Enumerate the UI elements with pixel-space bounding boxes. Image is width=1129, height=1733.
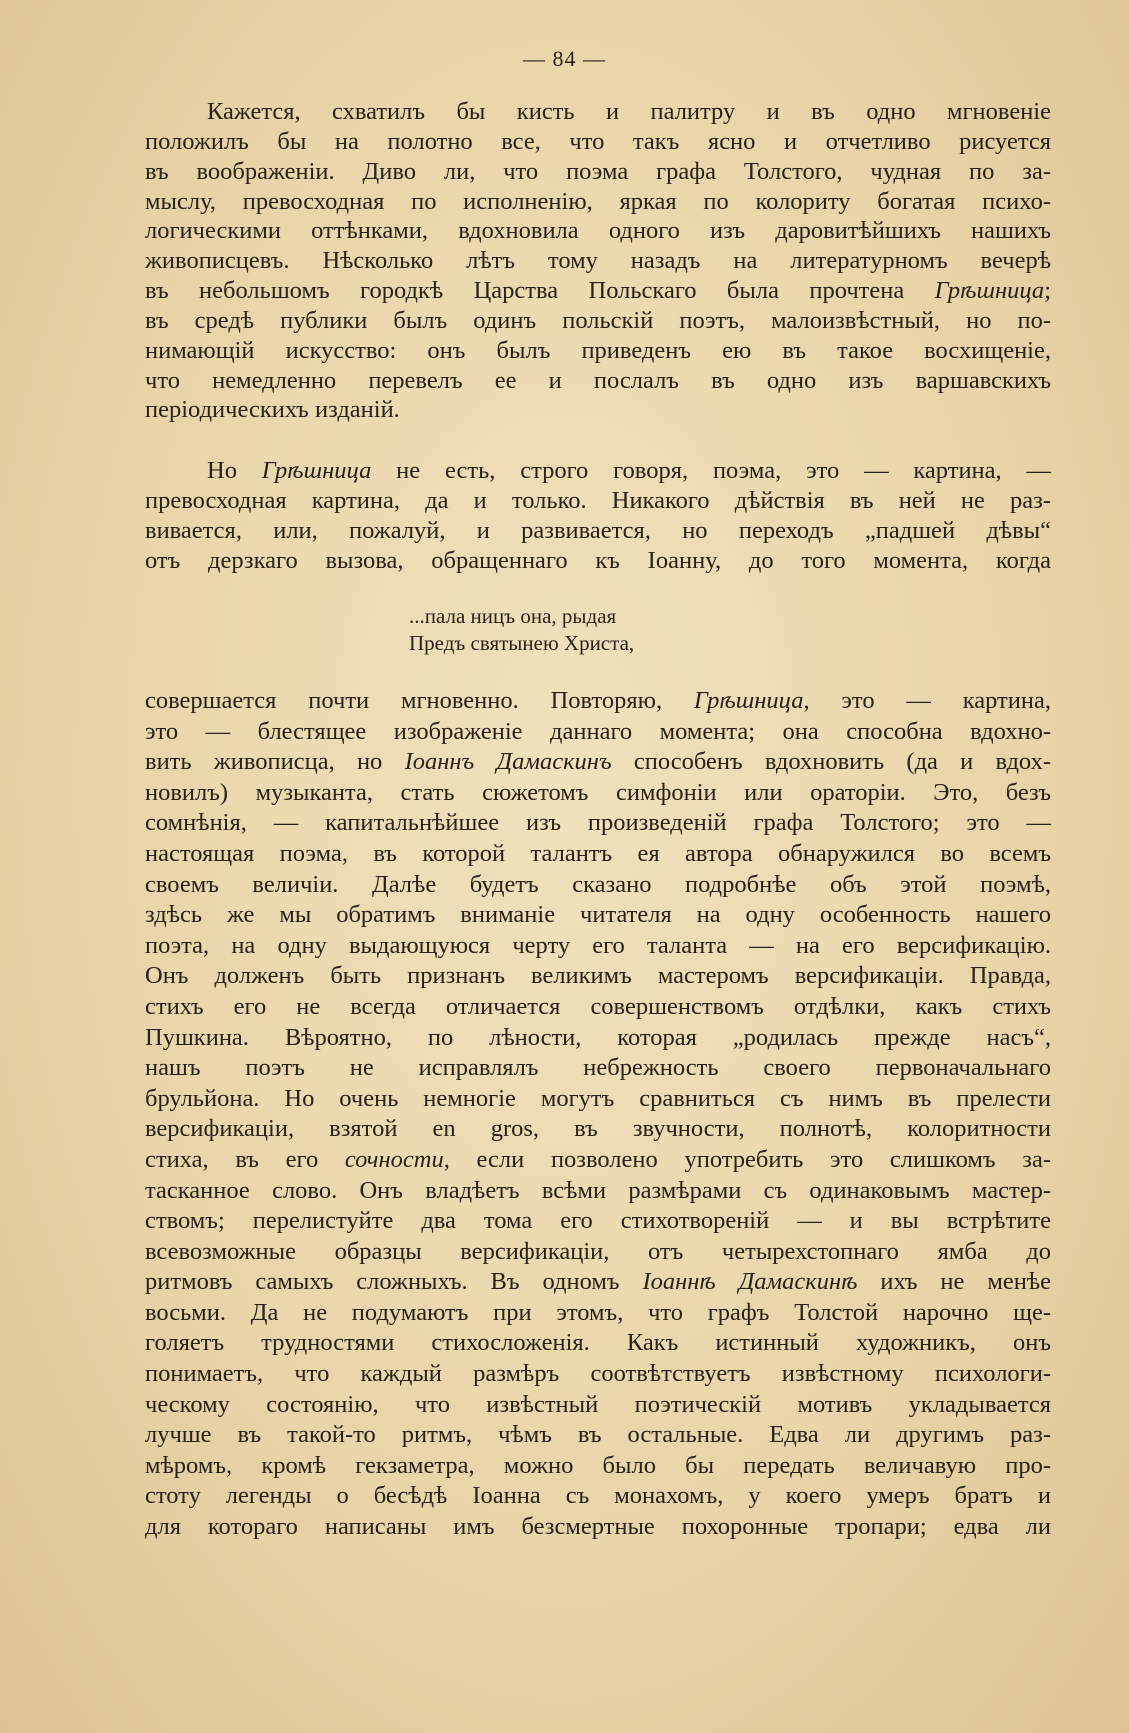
italic-title: Грѣшница [693,687,804,714]
text-line: Пушкина. Вѣроятно, по лѣности, которая „родилась прежде насъ“, [145,1023,1051,1051]
text-segment: ритмовъ самыхъ сложныхъ. Въ одномъ [145,1268,643,1296]
text-line: отъ дерзкаго вызова, обращеннаго къ Іоанну, до того момента, когда [145,546,1051,574]
text-segment: не есть, строго говоря, поэма, это — картина, — [371,457,1052,484]
text-line: нимающій искусство: онъ былъ приведенъ ею въ такое восхищеніе, [145,336,1051,364]
text-line: ствомъ; перелистуйте два тома его стихотвореній — и вы встрѣтите [145,1207,1051,1235]
text-line: Онъ долженъ быть признанъ великимъ мастеромъ версификаціи. Правда, [145,962,1051,990]
text-line: брульйона. Но очень немногіе могутъ сравниться съ нимъ въ прелести [145,1084,1051,1112]
text-line: восьми. Да не подумаютъ при этомъ, что графъ Толстой нарочно ще- [145,1298,1051,1326]
text-line: періодическихъ изданій. [145,396,400,424]
text-segment: совершается почти мгновенно. Повторяю, [145,687,694,714]
text-line: новилъ) музыканта, стать сюжетомъ симфоніи или ораторіи. Это, безъ [145,778,1051,806]
text-segment: ихъ не менѣе [857,1268,1051,1296]
verse-quote [409,603,634,657]
text-line: логическими оттѣнками, вдохновила одного изъ даровитѣйшихъ нашихъ [145,217,1051,245]
text-line: стоту легенды о бесѣдѣ Іоанна съ монахомъ, у коего умеръ братъ и [145,1482,1051,1510]
text-line: положилъ бы на полотно все, что такъ ясно и отчетливо рисуется [145,127,1051,155]
text-segment: стиха, въ его [145,1145,345,1173]
text-line [145,1267,1051,1298]
verse-line: Предъ святынею Христа, [409,631,635,655]
text-line [145,747,1051,778]
italic-title: Грѣшница [261,457,372,484]
text-line: стихъ его не всегда отличается совершенствомъ отдѣлки, какъ стихъ [145,992,1051,1020]
text-line: въ воображеніи. Диво ли, что поэма графа Толстого, чудная по за- [145,157,1051,185]
text-line: мѣромъ, кромѣ гекзаметра, можно было бы передать величавую про- [145,1451,1051,1479]
text-line: вивается, или, пожалуй, и развивается, но переходъ „падшей дѣвы“ [145,516,1051,544]
text-line: мыслу, превосходная по исполненію, яркая по колориту богатая психо- [145,187,1051,215]
text-line: настоящая поэма, въ которой талантъ ея автора обнаружился во всемъ [145,839,1051,867]
paragraph-1 [145,97,1051,425]
paragraph-2 [145,456,1051,575]
text-segment: Но [207,457,262,484]
text-line: живописцевъ. Нѣсколько лѣтъ тому назадъ на литературномъ вечерѣ [145,247,1051,275]
text-line: здѣсь же мы обратимъ вниманіе читателя на одну особенность нашего [145,901,1051,929]
text-line: понимаетъ, что каждый размѣръ соотвѣтствуетъ извѣстному психологи- [145,1360,1051,1388]
italic-title: сочности [344,1145,444,1173]
text-segment: , это — картина, [803,687,1051,714]
text-line [145,686,1051,717]
italic-title: Іоаннѣ Дамаскинѣ [642,1268,858,1296]
text-line: всевозможные образцы версификаціи, отъ четырехстопнаго ямба до [145,1237,1051,1265]
text-line [145,1145,1051,1176]
text-line: превосходная картина, да и только. Никакого дѣйствія въ ней не раз- [145,486,1051,514]
text-line: нашъ поэтъ не исправлялъ небрежность своего первоначальнаго [145,1054,1051,1082]
text-line: Кажется, схватилъ бы кисть и палитру и въ одно мгновеніе [207,98,1051,125]
text-line: тасканное слово. Онъ владѣетъ всѣми размѣрами съ одинаковымъ мастер- [145,1176,1051,1204]
text-line [145,276,1051,306]
text-segment: вить живописца, но [145,748,405,776]
text-line: ческому состоянію, что извѣстный поэтическій мотивъ укладывается [145,1390,1051,1418]
text-line: въ средѣ публики былъ одинъ польскій поэтъ, малоизвѣстный, но по- [145,306,1051,334]
paragraph-3 [145,686,1051,1543]
text-line: сомнѣнія, — капитальнѣйшее изъ произведеній графа Толстого; это — [145,809,1051,837]
text-line: что немедленно перевелъ ее и послалъ въ одно изъ варшавскихъ [145,366,1051,394]
text-segment: , если позволено употребить это слишкомъ за- [443,1145,1052,1173]
text-line: поэта, на одну выдающуюся черту его таланта — на его версификацію. [145,931,1051,959]
text-line: лучше въ такой-то ритмъ, чѣмъ въ остальные. Едва ли другимъ раз- [145,1421,1051,1449]
italic-title: Грѣшница [934,277,1045,305]
italic-title: Іоаннъ Дамаскинъ [404,748,612,776]
page-number: — 84 — [523,46,606,71]
text-line: это — блестящее изображеніе даннаго момента; она способна вдохно- [145,717,1051,745]
text-segment: способенъ вдохновить (да и вдох- [611,748,1051,776]
text-line: своемъ величіи. Далѣе будетъ сказано подробнѣе объ этой поэмѣ, [145,870,1051,898]
text-line: для котораго написаны имъ безсмертные похоронные тропари; едва ли [145,1513,1051,1541]
text-line: голяетъ трудностями стихосложенія. Какъ истинный художникъ, онъ [145,1329,1051,1357]
text-segment: ; [1044,277,1051,305]
text-line: версификаціи, взятой en gros, въ звучности, полнотѣ, колоритности [145,1115,1051,1143]
text-segment: въ небольшомъ городкѣ Царства Польскаго была прочтена [145,277,935,305]
text-line [145,456,1051,486]
verse-line: ...пала ницъ она, рыдая [409,604,617,628]
